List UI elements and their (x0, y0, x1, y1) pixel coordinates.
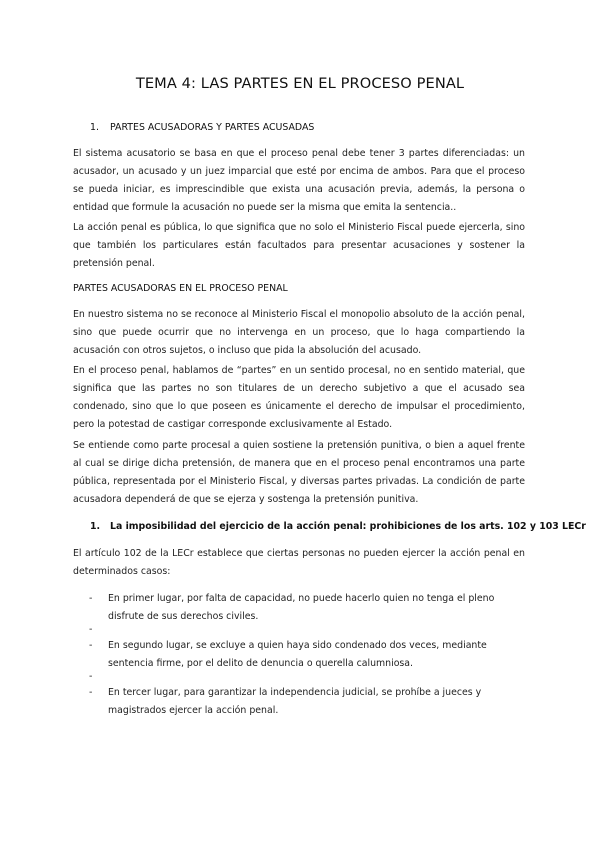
paragraph-ministerio-fiscal: En nuestro sistema no se reconoce al Ministerio Fiscal el monopolio absoluto de la acción penal, sino que puede ocurrir que no intervenga en un proceso, que lo haga compartiendo la acusación con otros sujetos, o incluso que pida la absolución del acusado. (73, 309, 525, 357)
paragraph-articulo-102: El artículo 102 de la LECr establece que ciertas personas no pueden ejercer la acción penal en determinados casos: (73, 548, 525, 578)
list-item (89, 684, 525, 720)
section-number: 1. (90, 122, 99, 133)
paragraph-partes-sentido-procesal: En el proceso penal, hablamos de “partes” en un sentido procesal, no en sentido material, que significa que las partes no son titulares de un derecho subjetivo a que el acusado sea condenado, sino que lo que poseen es únicamente el derecho de impulsar el procedimiento, pero la potestad de castigar corresponde exclusivamente al Estado. (73, 365, 525, 431)
list-dash: - (89, 671, 93, 682)
document-title: TEMA 4: LAS PARTES EN EL PROCESO PENAL (135, 75, 465, 92)
list-item-text: En primer lugar, por falta de capacidad, no puede hacerlo quien no tenga el pleno disfrute de sus derechos civiles. (108, 593, 495, 623)
list-item (89, 637, 525, 673)
section-heading-text: La imposibilidad del ejercicio de la acción penal: prohibiciones de los arts. 102 y 103 LECr (110, 521, 586, 532)
section-heading-partes-acusadoras-y-acusadas (90, 122, 314, 133)
paragraph-parte-procesal: Se entiende como parte procesal a quien sostiene la pretensión punitiva, o bien a aquel frente al cual se dirige dicha pretensión, de manera que en el proceso penal encontramos una parte pública, representada por el Ministerio Fiscal, y diversas partes privadas. La condición de parte acusadora dependerá de que se ejerza y sostenga la pretensión punitiva. (73, 440, 525, 506)
list-dash: - (89, 593, 93, 604)
subheading-partes-acusadoras: PARTES ACUSADORAS EN EL PROCESO PENAL (73, 283, 288, 294)
section-heading-text: PARTES ACUSADORAS Y PARTES ACUSADAS (110, 122, 315, 133)
list-item-text: En tercer lugar, para garantizar la independencia judicial, se prohíbe a jueces y magistrados ejercer la acción penal. (108, 687, 482, 717)
list-item (89, 590, 525, 626)
paragraph-sistema-acusatorio: El sistema acusatorio se basa en que el proceso penal debe tener 3 partes diferenciadas: un acusador, un acusado y un juez imparcial que esté por encima de ambos. Para que el proceso se pueda iniciar, es imprescindible que exista una acusación previa, además, la persona o entidad que formule la acusación no puede ser la misma que emita la sentencia.. (73, 148, 525, 214)
list-dash: - (89, 640, 93, 651)
paragraph-accion-penal-publica: La acción penal es pública, lo que significa que no solo el Ministerio Fiscal puede ejercerla, sino que también los particulares están facultados para presentar acusaciones y sostener la pretensión penal. (73, 222, 525, 270)
section-heading-imposibilidad-accion-penal (90, 521, 586, 532)
list-item-text: En segundo lugar, se excluye a quien haya sido condenado dos veces, mediante sentencia firme, por el delito de denuncia o querella calumniosa. (108, 640, 487, 670)
list-dash: - (89, 687, 93, 698)
list-dash: - (89, 624, 93, 635)
section-number: 1. (90, 521, 101, 532)
